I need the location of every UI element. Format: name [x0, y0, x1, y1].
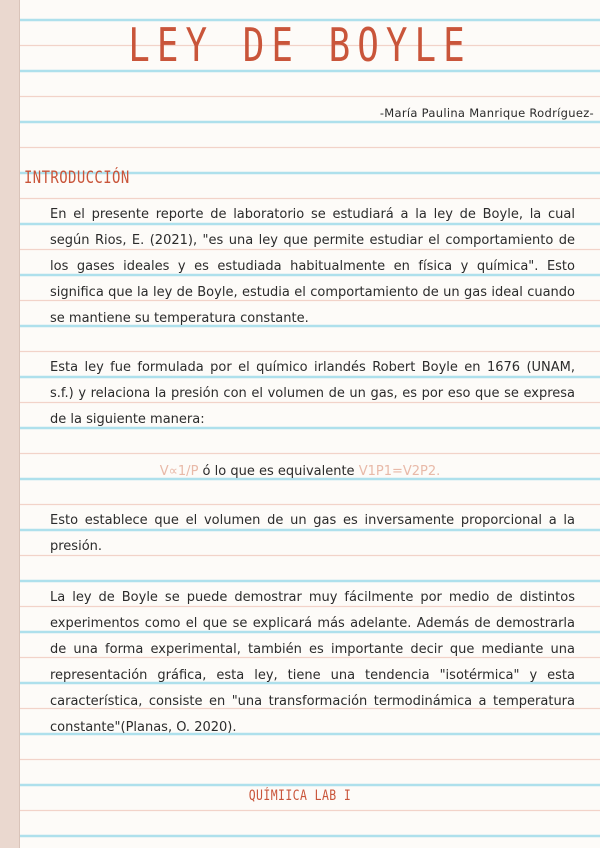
footer-course-label: QUÍMIICA LAB I [248, 788, 352, 804]
paragraph-3: Esto establece que el volumen de un gas es inversamente proporcional a la presión. [50, 513, 575, 554]
paragraph-2: Esta ley fue formulada por el químico irlandés Robert Boyle en 1676 (UNAM, s.f.) y relaciona la presión con el volumen de un gas, es por eso que se expresa de la siguiente manera: [50, 360, 575, 427]
formula-connector-text: ó lo que es equivalente [198, 464, 359, 479]
formula-equation: V1P1=V2P2. [358, 464, 441, 479]
section-title-introduccion: INTRODUCCIÓN [24, 168, 130, 188]
formula-proportional: V∝1/P [159, 464, 199, 479]
formula-line [0, 459, 600, 485]
paragraph-1: En el presente reporte de laboratorio se estudiará a la ley de Boyle, la cual según Rios, E. (2021), "es una ley que permite estudiar el comportamiento de los gases ideales y es estudiada habitualmente en física y química". Esto significa que la ley de Boyle, estudia el comportamiento de un gas ideal cuando se mantiene su temperatura constante. [50, 207, 575, 326]
paragraph-4: La ley de Boyle se puede demostrar muy fácilmente por medio de distintos experimentos como el que se explicará más adelante. Además de demostrarla de una forma experimental, también es importante decir que mediante una representación gráfica, esta ley, tiene una tendencia "isotérmica" y esta característica, consiste en "una transformación termodinámica a temperatura constante"(Planas, O. 2020). [50, 590, 575, 735]
page-title: LEY DE BOYLE [128, 18, 472, 72]
author-name: -María Paulina Manrique Rodríguez- [379, 106, 594, 120]
